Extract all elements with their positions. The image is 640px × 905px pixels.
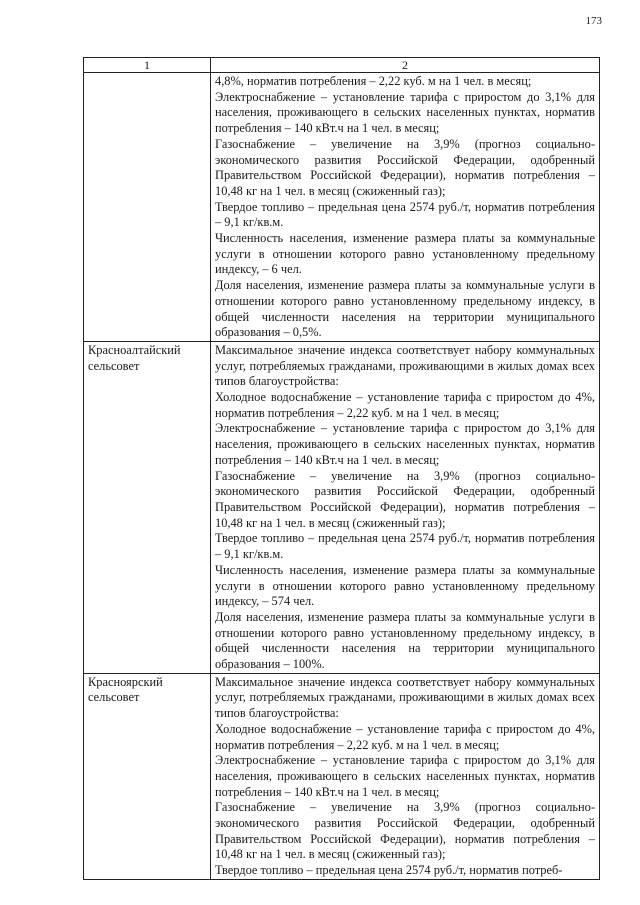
- paragraph: Доля населения, изменение размера платы за коммунальные услуги в отношении которого равно установленному предельному индексу, в общей численности населения на территории муниципального образования – 0,5%.: [215, 278, 595, 340]
- paragraph: Максимальное значение индекса соответствует набору коммунальных услуг, потребляемых гражданами, проживающими в жилых домах всех типов благоустройства:: [215, 674, 595, 721]
- paragraph: Численность населения, изменение размера платы за коммунальные услуги в отношении которого равно установленному предельному индексу, – 6 чел.: [215, 231, 595, 277]
- paragraph: Твердое топливо – предельная цена 2574 руб./т, норматив потребления – 9,1 кг/кв.м.: [215, 531, 595, 562]
- paragraph: Газоснабжение – увеличение на 3,9% (прогноз социально-экономического развития Российской Федерации, одобренный Правительством Российской Федерации), норматив потребления – 10,48 кг на 1 чел. в месяц (сжиженный газ);: [215, 136, 595, 198]
- paragraph: Доля населения, изменение размера платы за коммунальные услуги в отношении которого равно установленному предельному индексу, в общей численности населения на территории муниципального образования – 100%.: [215, 609, 595, 672]
- paragraph: Твердое топливо – предельная цена 2574 руб./т, норматив потреб-: [215, 863, 563, 878]
- municipal-index-table: [83, 57, 600, 880]
- paragraph: Холодное водоснабжение – установление тарифа с приростом до 4%, норматив потребления – 2,22 куб. м на 1 чел. в месяц;: [215, 721, 595, 752]
- page-number: 173: [585, 15, 602, 27]
- paragraph: Численность населения, изменение размера платы за коммунальные услуги в отношении которого равно установленному предельному индексу, – 574 чел.: [215, 562, 595, 609]
- description-cell: [211, 341, 600, 673]
- paragraph: Газоснабжение – увеличение на 3,9% (прогноз социально-экономического развития Российской Федерации, одобренный Правительством Российской Федерации), норматив потребления – 10,48 кг на 1 чел. в месяц (сжиженный газ);: [215, 800, 595, 862]
- table-row: [84, 73, 600, 342]
- paragraph: Твердое топливо – предельная цена 2574 руб./т, норматив потребления – 9,1 кг/кв.м.: [215, 199, 595, 230]
- paragraph: Холодное водоснабжение – установление тарифа с приростом до 4%, норматив потребления – 2,22 куб. м на 1 чел. в месяц;: [215, 390, 595, 420]
- paragraph: Электроснабжение – установление тарифа с приростом до 3,1% для населения, проживающего в сельских населенных пунктах, норматив потребления – 140 кВт.ч на 1 чел. в месяц;: [215, 89, 595, 136]
- description-cell: [211, 73, 600, 342]
- column-header-2: 2: [211, 58, 600, 73]
- municipality-name-cell: Красноярский сельсовет: [84, 673, 211, 879]
- municipality-name-cell: Красноалтайский сельсовет: [84, 341, 211, 673]
- table-header-row: [84, 58, 600, 73]
- paragraph: Электроснабжение – установление тарифа с приростом до 3,1% для населения, проживающего в сельских населенных пунктах, норматив потребления – 140 кВт.ч на 1 чел. в месяц;: [215, 421, 595, 467]
- paragraph: Максимальное значение индекса соответствует набору коммунальных услуг, потребляемых гражданами, проживающими в жилых домах всех типов благоустройства:: [215, 342, 595, 389]
- paragraph: Газоснабжение – увеличение на 3,9% (прогноз социально-экономического развития Российской Федерации, одобренный Правительством Российской Федерации), норматив потребления – 10,48 кг на 1 чел. в месяц (сжиженный газ);: [215, 468, 595, 530]
- paragraph: 4,8%, норматив потребления – 2,22 куб. м на 1 чел. в месяц;: [215, 74, 532, 88]
- table-row: [84, 673, 600, 879]
- description-cell: [211, 673, 600, 879]
- table-row: [84, 341, 600, 673]
- paragraph: Электроснабжение – установление тарифа с приростом до 3,1% для населения, проживающего в сельских населенных пунктах, норматив потребления – 140 кВт.ч на 1 чел. в месяц;: [215, 753, 595, 799]
- column-header-1: 1: [84, 58, 211, 73]
- municipality-name-cell: [84, 73, 211, 342]
